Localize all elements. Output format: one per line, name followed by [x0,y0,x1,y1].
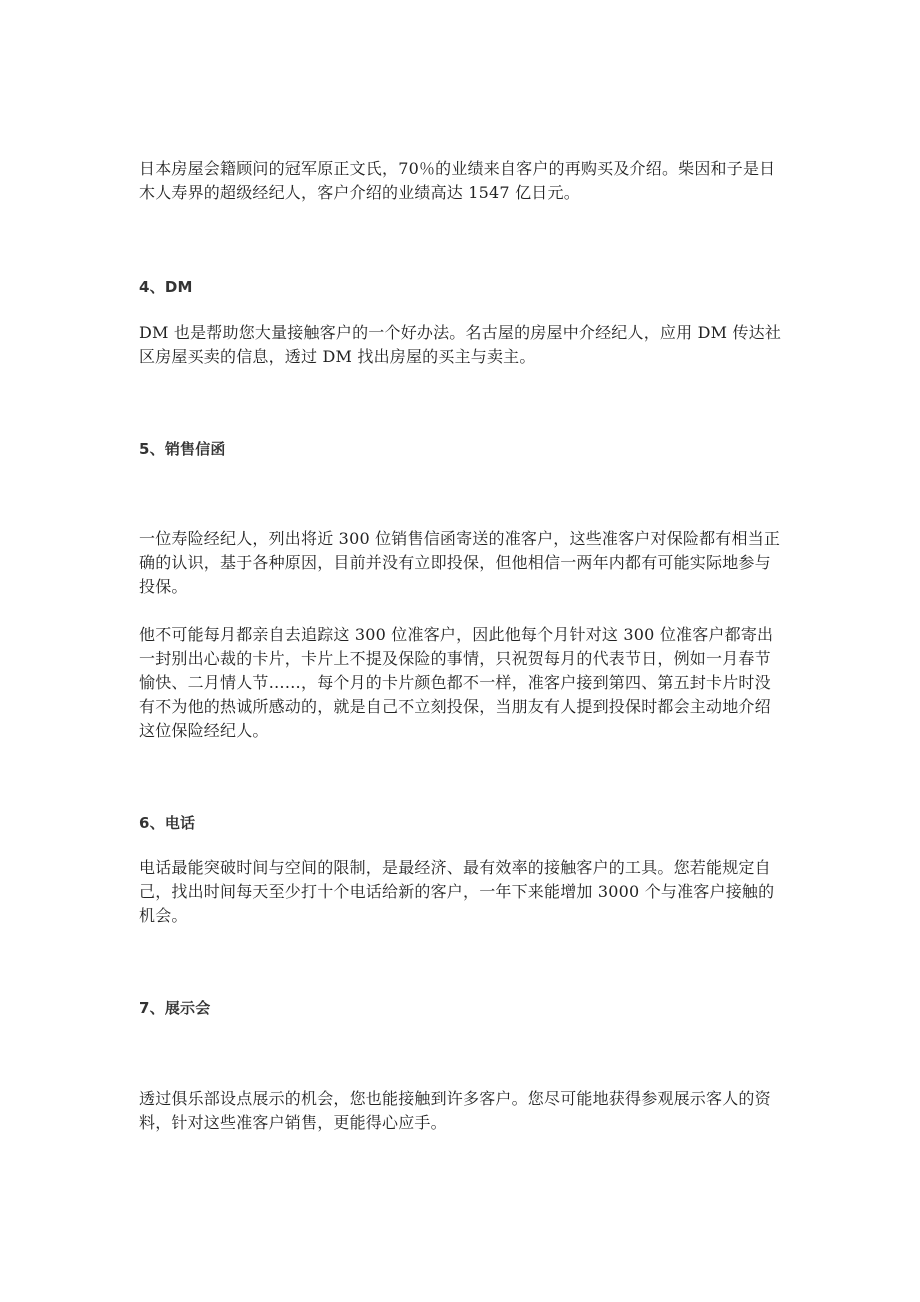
dm-paragraph: DM 也是帮助您大量接触客户的一个好办法。名古屋的房屋中介经纪人，应用 DM 传达社区房屋买卖的信息，透过 DM 找出房屋的买主与卖主。 [139,323,782,366]
sales-letters-paragraph-1: 一位寿险经纪人，列出将近 300 位销售信函寄送的准客户，这些准客户对保险都有相当正确的认识，基于各种原因，目前并没有立即投保，但他相信一两年内都有可能实际地参与投保。 [139,529,781,596]
intro-paragraph: 日本房屋会籍顾问的冠军原正文氏，70％的业绩来自客户的再购买及介绍。柴因和子是日木人寿界的超级经纪人，客户介绍的业绩高达 1547 亿日元。 [139,159,776,202]
heading-exhibition: 7、展示会 [139,999,211,1017]
heading-phone: 6、电话 [139,814,196,832]
exhibition-paragraph: 透过俱乐部设点展示的机会，您也能接触到许多客户。您尽可能地获得参观展示客人的资料，针对这些准客户销售，更能得心应手。 [139,1089,771,1132]
heading-dm: 4、DM [139,278,193,296]
sales-letters-paragraph-2: 他不可能每月都亲自去追踪这 300 位准客户，因此他每个月针对这 300 位准客户都寄出一封别出心裁的卡片，卡片上不提及保险的事情，只祝贺每月的代表节日，例如一月春节愉快、二月情人节……，每个月的卡片颜色都不一样，准客户接到第四、第五封卡片时没有不为他的热诚所感动的，就是自己不立刻投保，当朋友有人提到投保时都会主动地介绍这位保险经纪人。 [139,625,774,740]
phone-paragraph: 电话最能突破时间与空间的限制，是最经济、最有效率的接触客户的工具。您若能规定自己，找出时间每天至少打十个电话给新的客户，一年下来能增加 3000 个与准客户接触的机会。 [139,858,775,925]
heading-sales-letters: 5、销售信函 [139,440,226,458]
